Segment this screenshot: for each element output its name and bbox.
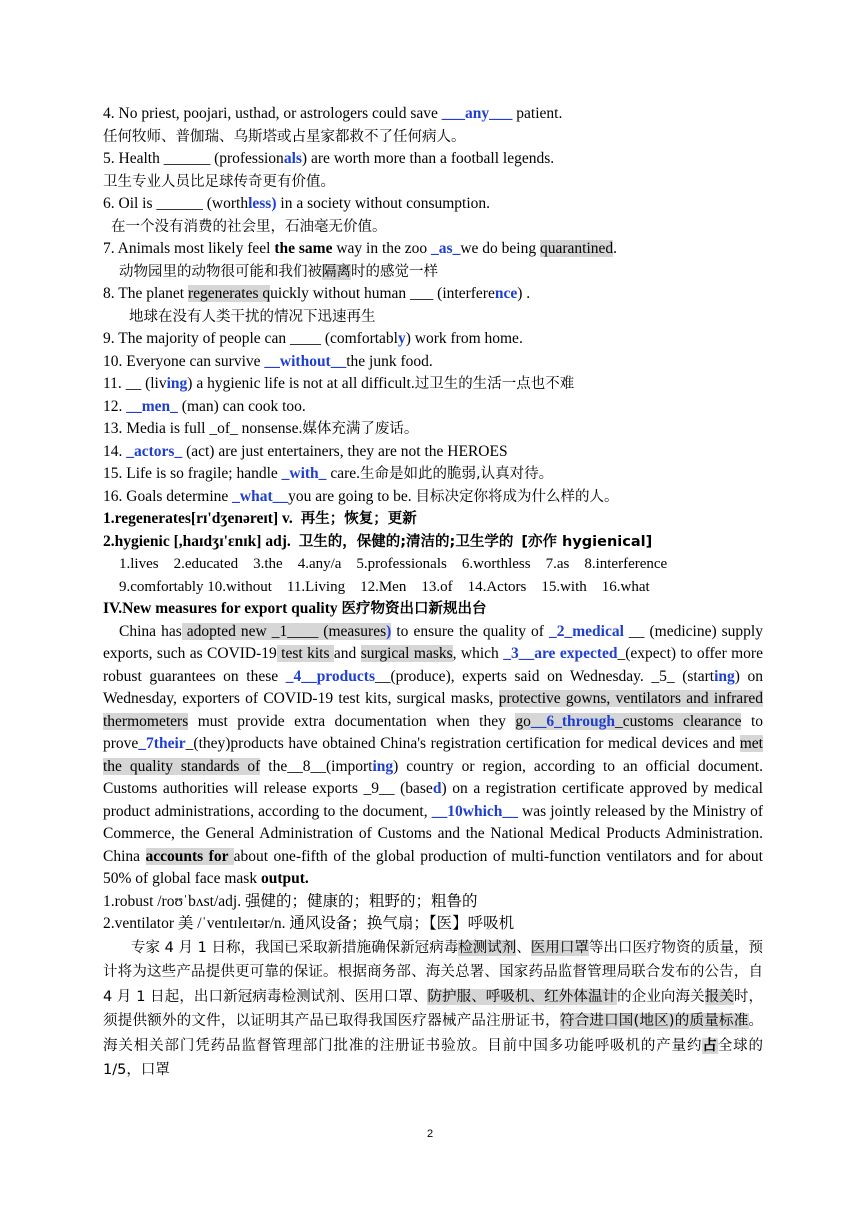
sentence-text: Media is full _of_ nonsense.	[122, 420, 303, 437]
sentence-number: 11.	[103, 375, 122, 392]
highlighted-text: go	[515, 712, 531, 730]
translation-text: 。海关相关部门凭药品监督管理部门批准的注册证书验放。目前中国多功能呼吸机的产量约	[103, 1013, 763, 1054]
sentence-line	[103, 418, 763, 441]
sentence-line	[103, 148, 763, 171]
answer-text: ___any___	[441, 105, 513, 122]
translation-text: 的企业向海关	[617, 988, 705, 1005]
translation-text: 专家 4 月 1 日称，我国已采取新措施确保新冠病毒	[131, 939, 459, 956]
sentence-number: 12.	[103, 397, 123, 415]
sentence-line	[103, 238, 763, 261]
answer-text: ing	[372, 757, 394, 775]
highlighted-text: 占	[702, 1037, 718, 1054]
sentence-text: (act) are just entertainers, they are not the HEROES	[182, 442, 508, 460]
sentence-text: Oil is ______ (worth	[114, 195, 249, 212]
answer-text: d	[432, 780, 442, 797]
section-title	[103, 598, 763, 621]
translation-text: 时，须提供额外的文件，以证明其产品已取得我国医疗器械产品注册证书，	[103, 988, 763, 1029]
passage-text: __ (medicine) supply exports, such as COVID-19	[103, 622, 763, 662]
section-title-zh: 医疗物资出口新规出台	[341, 601, 487, 617]
passage-text: to prove	[103, 712, 764, 752]
answer-text: ing	[714, 667, 735, 685]
page-number: 2	[426, 1128, 434, 1140]
sentence-text: ) .	[517, 285, 531, 302]
sentence-line	[103, 396, 763, 419]
answer-text: _4__products	[285, 667, 375, 685]
sentence-text: Goals determine	[122, 487, 233, 505]
answer-text: _what__	[232, 487, 289, 505]
passage-text: ) on Wednesday, exporters of COVID-19 test kits, surgical masks,	[103, 667, 763, 707]
sentence-text: patient.	[512, 105, 563, 122]
answer-text: _with_	[281, 465, 327, 482]
highlighted-text: quarantined	[539, 240, 614, 257]
vocab-extra: [亦作 hygienical]	[521, 533, 653, 550]
sentence-number: 8.	[103, 285, 115, 302]
sentence-text: (man) can cook too.	[177, 397, 306, 415]
translation-inline: 媒体充满了废话。	[302, 421, 419, 437]
sentence-line	[103, 103, 763, 126]
sentence-text: ) a hygienic life is not at all difficult.	[187, 375, 415, 392]
highlighted-text: __6_through	[530, 712, 615, 730]
passage-text: must provide extra documentation when they	[188, 712, 516, 730]
answer-text: _as_	[431, 240, 461, 257]
answer-text: _7their	[138, 735, 186, 752]
sentence-text: you are going to be.	[288, 487, 416, 505]
passage-text: China has	[119, 622, 182, 640]
sentence-text: Everyone can survive	[122, 352, 265, 370]
sentence-text: The majority of people can ____ (comfortabl	[114, 330, 398, 347]
translation-text: 、	[516, 939, 531, 956]
answer-text: less)	[248, 195, 277, 212]
sentence-number: 5.	[103, 150, 115, 167]
translation-line: 卫生专业人员比足球传奇更有价值。	[103, 173, 335, 190]
translation-text: 全球的 1/5，口罩	[103, 1037, 764, 1078]
answer-text: __10which__	[431, 802, 518, 820]
sentence-number: 14.	[103, 442, 123, 460]
highlighted-text: 防护服、呼吸机、红外体温计	[427, 988, 618, 1005]
vocab-entry: 1.robust /roʊˈbʌst/adj. 强健的；健康的；粗野的；粗鲁的	[103, 892, 478, 910]
translation-inline: 目标决定你将成为什么样的人。	[415, 488, 619, 505]
answer-text: y	[397, 330, 406, 347]
passage-text: the__8__(import	[260, 757, 373, 775]
highlighted-text: _customs clearance	[614, 712, 742, 730]
passage-paragraph	[103, 621, 763, 891]
passage-text: , which	[452, 645, 504, 662]
answer-text: _actors_	[126, 442, 183, 460]
translation-line	[103, 261, 763, 284]
answer-text: _2_medical	[548, 622, 624, 640]
answer-text: __men_	[126, 397, 178, 415]
sentence-text: Life is so fragile; handle	[122, 465, 282, 482]
answer-key-line: 1.lives 2.educated 3.the 4.any/a 5.professionals 6.worthless 7.as 8.interference	[119, 556, 668, 572]
highlighted-text: 隔离	[322, 263, 351, 280]
section-title-en: IV.New measures for export quality	[103, 600, 342, 617]
sentence-line	[103, 193, 763, 216]
passage-text: to ensure the quality of	[391, 622, 549, 640]
passage-text: output.	[260, 870, 309, 887]
passage-text: ) on a registration certificate approved by medical product administrations, according to the document,	[103, 780, 763, 820]
translation-inline: 生命是如此的脆弱,认真对待。	[360, 466, 554, 482]
sentence-text: Animals most likely feel	[114, 240, 275, 257]
highlighted-text: )	[386, 622, 392, 640]
translation-line: 在一个没有消费的社会里，石油毫无价值。	[111, 218, 387, 235]
translation-paragraph	[103, 936, 763, 1083]
sentence-number: 10.	[103, 352, 123, 370]
bold-text: the same	[274, 240, 333, 257]
translation-text: 动物园里的动物很可能和我们被	[119, 263, 322, 280]
answer-text: __without__	[264, 352, 347, 370]
highlighted-text: surgical masks	[360, 645, 453, 662]
sentence-text: way in the zoo	[332, 240, 432, 257]
highlighted-text: 报关	[704, 988, 734, 1005]
sentence-number: 16.	[103, 487, 123, 505]
sentence-line	[103, 441, 763, 464]
vocab-term: 1.regenerates[rɪ'dʒenəreɪt] v.	[103, 510, 293, 527]
sentence-text: The planet	[114, 285, 188, 302]
sentence-text: uickly without human ___ (interfere	[270, 285, 495, 302]
vocab-meaning: 再生；恢复；更新	[300, 511, 417, 527]
translation-line: 任何牧师、普伽瑞、乌斯塔或占星家都救不了任何病人。	[103, 128, 466, 145]
highlighted-text: 检测试剂	[458, 939, 517, 956]
passage-text: was jointly released by the Ministry of Commerce, the General Administration of Customs and the National Medical Products Administration. China	[103, 802, 763, 865]
passage-text: ) country or region, according to an official document. Customs authorities will release exports _9__ (base	[103, 757, 763, 797]
sentence-text: __ (liv	[121, 375, 167, 392]
sentence-line	[103, 351, 763, 374]
sentence-text: in a society without consumption.	[276, 195, 491, 212]
highlighted-text: protective gowns, ventilators and infrared thermometers	[103, 690, 763, 730]
highlighted-text: 符合进口国(地区)的质量标准	[559, 1013, 749, 1029]
highlighted-text: 医用口罩	[530, 939, 589, 956]
sentence-line	[103, 463, 763, 486]
translation-text: 时的感觉一样	[351, 263, 438, 280]
passage-text: _(expect) to offer more robust guarantees on these	[103, 645, 763, 685]
sentence-number: 13.	[103, 420, 123, 437]
highlighted-text: accounts for	[145, 847, 234, 865]
vocab-entry	[103, 531, 763, 554]
sentence-text: we do being	[460, 240, 540, 257]
translation-line: 地球在没有人类干扰的情况下迅速再生	[129, 308, 376, 325]
sentence-line	[103, 486, 763, 509]
sentence-text: Health ______ (profession	[114, 150, 284, 167]
passage-text: about one-fifth of the global production of multi-function ventilators and for about 50% of global face mask	[103, 847, 763, 887]
highlighted-text: adopted new _1____ (measures	[181, 622, 387, 640]
vocab-entry: 2.ventilator 美 /ˈventɪleɪtər/n. 通风设备；换气扇；【医】呼吸机	[103, 915, 515, 932]
answer-text: nce	[494, 285, 518, 302]
sentence-text: ) are worth more than a football legends.	[301, 150, 555, 167]
answer-text: _3__are expected	[503, 645, 618, 662]
document-page	[103, 103, 763, 1083]
sentence-text: care.	[326, 465, 360, 482]
sentence-text: No priest, poojari, usthad, or astrologers could save	[114, 105, 442, 122]
sentence-number: 15.	[103, 465, 123, 482]
sentence-text: ) work from home.	[405, 330, 523, 347]
sentence-number: 6.	[103, 195, 115, 212]
passage-text: and	[333, 645, 361, 662]
highlighted-text: regenerates q	[187, 285, 271, 302]
passage-text: _(they)products have obtained China's registration certification for medical devices and	[185, 735, 740, 752]
sentence-text: the junk food.	[346, 352, 433, 370]
sentence-line	[103, 283, 763, 306]
sentence-number: 4.	[103, 105, 115, 122]
translation-inline: 过卫生的生活一点也不难	[414, 376, 575, 392]
sentence-number: 7.	[103, 240, 115, 257]
vocab-term: 2.hygienic [,haɪdʒɪ'ɛnɪk] adj.	[103, 532, 291, 550]
vocab-entry	[103, 508, 763, 531]
sentence-line	[103, 373, 763, 396]
answer-key-line: 9.comfortably 10.without 11.Living 12.Men 13.of 14.Actors 15.with 16.what	[119, 578, 650, 595]
sentence-text: .	[613, 240, 618, 257]
vocab-meaning: 卫生的，保健的;清洁的;卫生学的	[298, 533, 514, 550]
sentence-number: 9.	[103, 330, 115, 347]
answer-text: ing	[166, 375, 188, 392]
translation-text: 等出口医疗物资的质量，预计将为这些产品提供更可靠的保证。根据商务部、海关总署、国家药品监督管理局联合发布的公告，自 4 月 1 日起，出口新冠病毒检测试剂、医用口罩、	[103, 939, 764, 1005]
sentence-line	[103, 328, 763, 351]
passage-text: __(produce), experts said on Wednesday. _5_ (start	[374, 667, 715, 685]
highlighted-text: test kits	[276, 645, 334, 662]
highlighted-text: met the quality standards of	[103, 735, 763, 775]
answer-text: als	[283, 150, 302, 167]
